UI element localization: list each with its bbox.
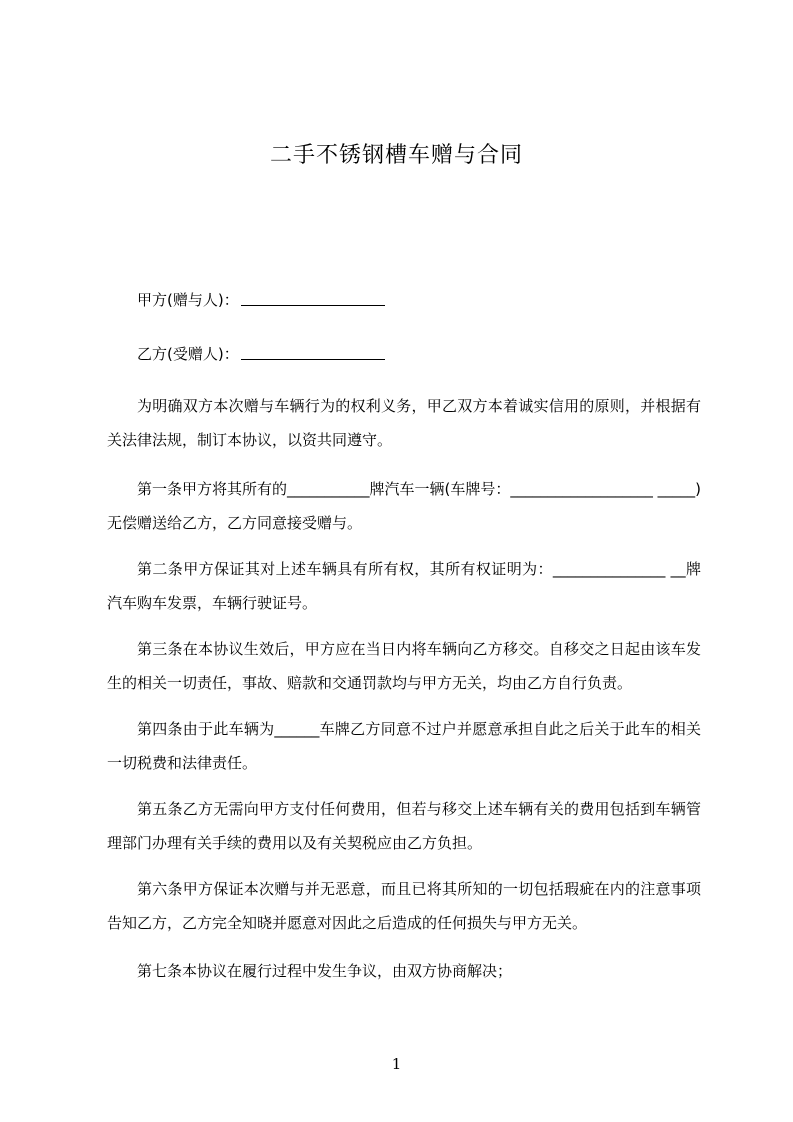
party-a-blank-line xyxy=(241,291,385,306)
preamble-paragraph: 为明确双方本次赠与车辆行为的权利义务，甲乙双方本着诚实信用的原则，并根据有关法律法规，制订本协议，以资共同遵守。 xyxy=(107,397,701,449)
article-5: 第五条乙方无需向甲方支付任何费用，但若与移交上述车辆有关的费用包括到车辆管理部门办理有关手续的费用以及有关契税应由乙方负担。 xyxy=(107,800,701,852)
party-b-blank-line xyxy=(241,345,385,360)
article-1: 第一条甲方将其所有的___________牌汽车一辆(车牌号：___________________ _____)无偿赠送给乙方，乙方同意接受赠与。 xyxy=(107,480,701,532)
party-a-label: 甲方(赠与人)： xyxy=(137,291,239,309)
party-a-row xyxy=(137,290,385,310)
party-b-label: 乙方(受赠人)： xyxy=(137,345,239,363)
article-3: 第三条在本协议生效后，甲方应在当日内将车辆向乙方移交。自移交之日起由该车发生的相关一切责任，事故、赔款和交通罚款均与甲方无关，均由乙方自行负责。 xyxy=(107,640,701,692)
document-title: 二手不锈钢槽车赠与合同 xyxy=(269,143,523,168)
party-b-row xyxy=(137,344,385,364)
article-7: 第七条本协议在履行过程中发生争议，由双方协商解决； xyxy=(137,962,513,980)
page-number: 1 xyxy=(391,1055,402,1073)
article-6: 第六条甲方保证本次赠与并无恶意，而且已将其所知的一切包括瑕疵在内的注意事项告知乙方，乙方完全知晓并愿意对因此之后造成的任何损失与甲方无关。 xyxy=(107,880,701,932)
article-2: 第二条甲方保证其对上述车辆具有所有权，其所有权证明为：_______________ __牌汽车购车发票，车辆行驶证号。 xyxy=(107,560,701,612)
article-4: 第四条由于此车辆为______车牌乙方同意不过户并愿意承担自此之后关于此车的相关一切税费和法律责任。 xyxy=(107,720,701,772)
